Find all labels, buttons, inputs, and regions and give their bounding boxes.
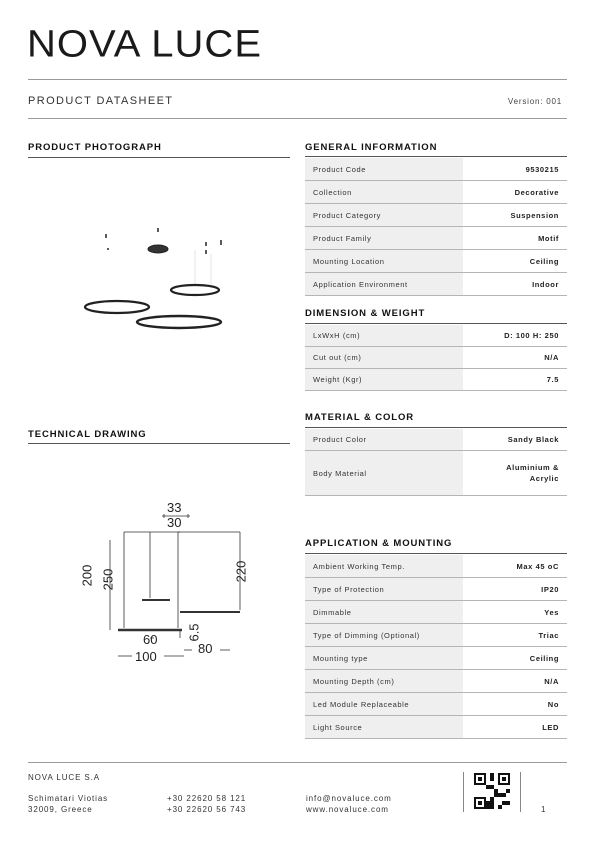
technical-drawing [80, 500, 250, 670]
general-divider [305, 156, 567, 157]
row-value: Max 45 oC [516, 561, 559, 571]
table-row [305, 273, 567, 296]
table-row [305, 693, 567, 716]
table-row [305, 158, 567, 181]
header-divider-bottom [28, 118, 567, 119]
table-row [305, 204, 567, 227]
row-key: Mounting Depth (cm) [305, 670, 463, 692]
header-divider-top [28, 79, 567, 80]
row-key: Type of Protection [305, 578, 463, 600]
table-row [305, 181, 567, 204]
row-key: Type of Dimming (Optional) [305, 624, 463, 646]
table-row [305, 601, 567, 624]
row-value: Ceiling [529, 256, 559, 266]
row-value: LED [542, 722, 559, 732]
row-value: Aluminium & Acrylic [506, 463, 559, 483]
application-table [305, 555, 567, 739]
material-divider [305, 427, 567, 428]
table-row [305, 369, 567, 391]
table-row [305, 647, 567, 670]
table-row [305, 670, 567, 693]
row-key: Mounting Location [305, 250, 463, 272]
section-title-drawing: TECHNICAL DRAWING [28, 429, 147, 440]
row-value: Suspension [510, 210, 559, 220]
footer-company: NOVA LUCE S.A [28, 773, 101, 782]
row-value: Ceiling [529, 653, 559, 663]
dim-220: 220 [233, 560, 249, 583]
product-photo [80, 220, 250, 340]
footer-address-line2: 32009, Greece [28, 805, 93, 814]
footer-vertical-divider-right [520, 772, 521, 812]
dim-200: 200 [79, 564, 95, 587]
dim-33: 33 [167, 500, 182, 515]
photograph-divider [28, 157, 290, 158]
row-value: N/A [544, 676, 559, 686]
row-key: Mounting type [305, 647, 463, 669]
table-row [305, 451, 567, 496]
section-title-photograph: PRODUCT PHOTOGRAPH [28, 142, 162, 153]
table-row [305, 716, 567, 739]
row-value: 7.5 [546, 375, 559, 384]
table-row [305, 227, 567, 250]
table-row [305, 429, 567, 451]
general-table [305, 158, 567, 296]
row-key: Product Category [305, 204, 463, 226]
table-row [305, 578, 567, 601]
page-number: 1 [541, 805, 547, 814]
footer-phone2: +30 22620 56 743 [167, 805, 247, 814]
qr-code-icon [474, 773, 510, 809]
row-value: IP20 [541, 584, 559, 594]
row-key: Dimmable [305, 601, 463, 623]
row-value: Indoor [532, 279, 559, 289]
drawing-divider [28, 443, 290, 444]
row-key: Weight (Kgr) [305, 369, 463, 390]
dim-250: 250 [100, 568, 116, 591]
footer-email[interactable]: info@novaluce.com [306, 794, 392, 803]
footer-address-line1: Schimatari Viotias [28, 794, 109, 803]
row-value: Triac [538, 630, 559, 640]
footer-divider [28, 762, 567, 763]
table-row [305, 624, 567, 647]
row-value: Decorative [514, 187, 559, 197]
material-table [305, 429, 567, 496]
footer-phone1: +30 22620 58 121 [167, 794, 247, 803]
dimension-table [305, 325, 567, 391]
dim-6-5: 6.5 [186, 623, 202, 642]
row-key: Product Code [305, 158, 463, 180]
table-row [305, 250, 567, 273]
row-key: Body Material [305, 451, 463, 495]
row-value: N/A [544, 353, 559, 362]
section-title-application: APPLICATION & MOUNTING [305, 538, 453, 549]
row-key: Application Environment [305, 273, 463, 295]
row-key: Ambient Working Temp. [305, 555, 463, 577]
row-value: Motif [538, 233, 559, 243]
row-value: No [547, 699, 559, 709]
dim-80: 80 [198, 641, 213, 656]
row-value: D: 100 H: 250 [504, 331, 559, 340]
row-key: Light Source [305, 716, 463, 738]
row-key: LxWxH (cm) [305, 325, 463, 346]
doc-title: PRODUCT DATASHEET [28, 95, 174, 107]
row-key: Collection [305, 181, 463, 203]
dim-100: 100 [135, 649, 157, 664]
dim-30: 30 [167, 515, 182, 530]
row-key: Led Module Replaceable [305, 693, 463, 715]
section-title-general: GENERAL INFORMATION [305, 142, 438, 153]
row-key: Cut out (cm) [305, 347, 463, 368]
table-row [305, 555, 567, 578]
brand-logo: NOVA LUCE [27, 23, 262, 65]
table-row [305, 347, 567, 369]
row-key: Product Family [305, 227, 463, 249]
section-title-dimension: DIMENSION & WEIGHT [305, 308, 426, 319]
dimension-divider [305, 323, 567, 324]
row-value: Sandy Black [507, 435, 559, 444]
row-value: 9530215 [525, 164, 559, 174]
dim-60: 60 [143, 632, 158, 647]
table-row [305, 325, 567, 347]
section-title-material: MATERIAL & COLOR [305, 412, 415, 423]
version-label: Version: 001 [507, 97, 562, 106]
footer-website[interactable]: www.novaluce.com [306, 805, 389, 814]
row-key: Product Color [305, 429, 463, 450]
application-divider [305, 553, 567, 554]
row-value: Yes [544, 607, 559, 617]
footer-vertical-divider-left [463, 772, 464, 812]
